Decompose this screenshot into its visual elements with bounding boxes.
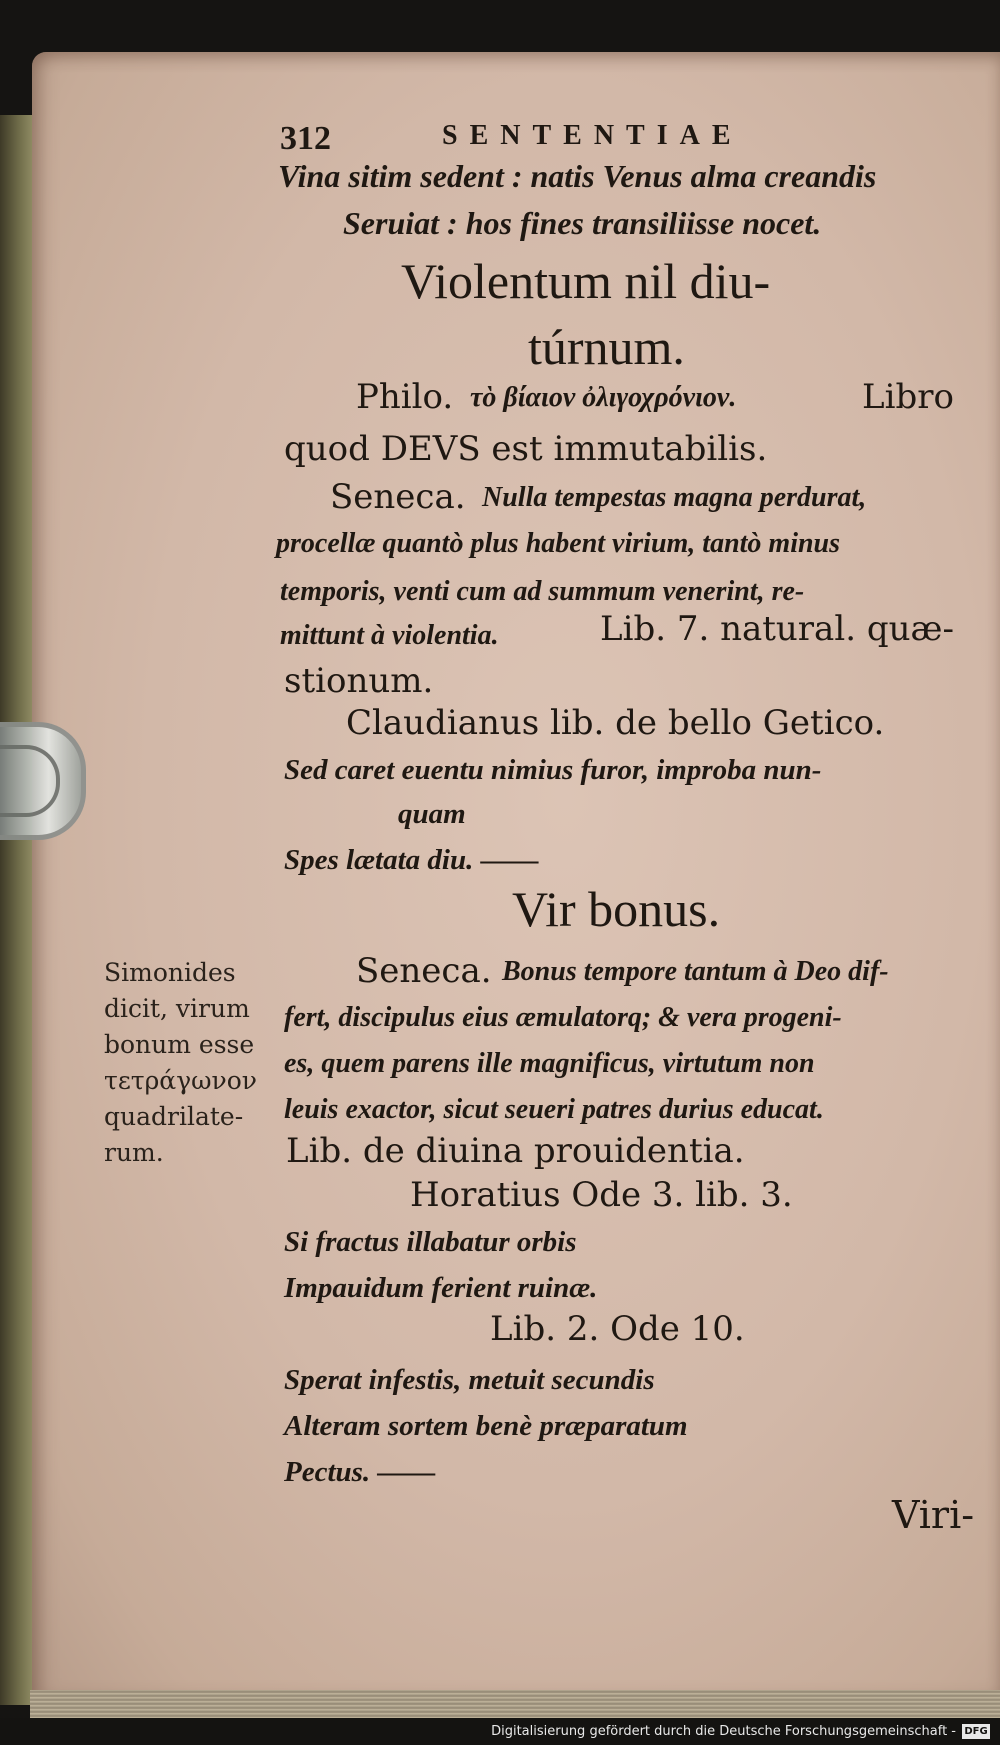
text-line: Lib. 2. Ode 10. <box>490 1309 745 1349</box>
book-edge-bottom <box>30 1690 1000 1718</box>
text-line: stionum. <box>284 661 434 701</box>
margin-note-line: bonum esse <box>104 1030 255 1059</box>
text-line: Horatius Ode 3. lib. 3. <box>410 1175 793 1215</box>
text-line: Sed caret euentu nimius furor, improba nun- <box>284 754 822 786</box>
text-line: Si fractus illabatur orbis <box>284 1226 577 1258</box>
text-line: Lib. de diuina prouidentia. <box>286 1131 745 1171</box>
margin-note-line: τετράγωνον <box>104 1066 257 1095</box>
margin-note-line: rum. <box>104 1138 164 1167</box>
text-line: Bonus tempore tantum à Deo dif- <box>502 956 889 987</box>
text-line: es, quem parens ille magnificus, virtutum non <box>284 1048 815 1079</box>
text-line: Pectus. —— <box>284 1456 436 1488</box>
text-line: temporis, venti cum ad summum venerint, re- <box>280 576 805 607</box>
text-line: Libro <box>862 377 954 417</box>
text-line: Alteram sortem benè præparatum <box>284 1410 688 1442</box>
catchword: Viri- <box>892 1493 975 1537</box>
text-line: Seneca. <box>356 951 492 991</box>
text-line: procellæ quantò plus habent virium, tantò minus <box>276 528 841 559</box>
page-clip <box>0 722 86 840</box>
dfg-logo: DFG <box>962 1724 990 1739</box>
page-clip-inner <box>0 745 60 817</box>
text-line: Claudianus lib. de bello Getico. <box>346 703 885 743</box>
margin-note-line: quadrilate- <box>104 1102 244 1131</box>
text-line: fert, discipulus eius æmulatorq; & vera progeni- <box>284 1002 842 1033</box>
text-line: quam <box>398 798 466 830</box>
text-line: Seneca. <box>330 477 466 517</box>
margin-note-line: dicit, virum <box>104 994 250 1023</box>
text-line: Sperat infestis, metuit secundis <box>284 1364 655 1396</box>
text-line: Vina sitim sedent : natis Venus alma creandis <box>278 158 877 194</box>
text-line: quod DEVS est immutabilis. <box>284 429 768 469</box>
text-line: Philo. <box>356 377 454 417</box>
funding-credit: Digitalisierung gefördert durch die Deutsche Forschungsgemeinschaft - <box>491 1724 956 1739</box>
greek-quote: τὸ βίαιον ὀλιγοχρόνιον. <box>470 382 737 413</box>
text-line: Spes lætata diu. —— <box>284 844 539 876</box>
text-line: Lib. 7. natural. quæ- <box>600 609 954 649</box>
section-heading: túrnum. <box>528 319 685 375</box>
text-line: leuis exactor, sicut seueri patres durius educat. <box>284 1094 824 1125</box>
text-line: Impauidum ferient ruinæ. <box>284 1272 598 1304</box>
text-line: mittunt à violentia. <box>280 620 499 651</box>
margin-note <box>104 955 257 1171</box>
running-head: SENTENTIAE <box>442 120 743 151</box>
margin-note-line: Simonides <box>104 958 236 987</box>
page-number: 312 <box>280 120 331 157</box>
section-heading: Vir bonus. <box>512 881 721 937</box>
text-line: Nulla tempestas magna perdurat, <box>482 482 867 513</box>
text-line: Seruiat : hos fines transiliisse nocet. <box>343 205 822 241</box>
section-heading: Violentum nil diu- <box>401 253 771 309</box>
